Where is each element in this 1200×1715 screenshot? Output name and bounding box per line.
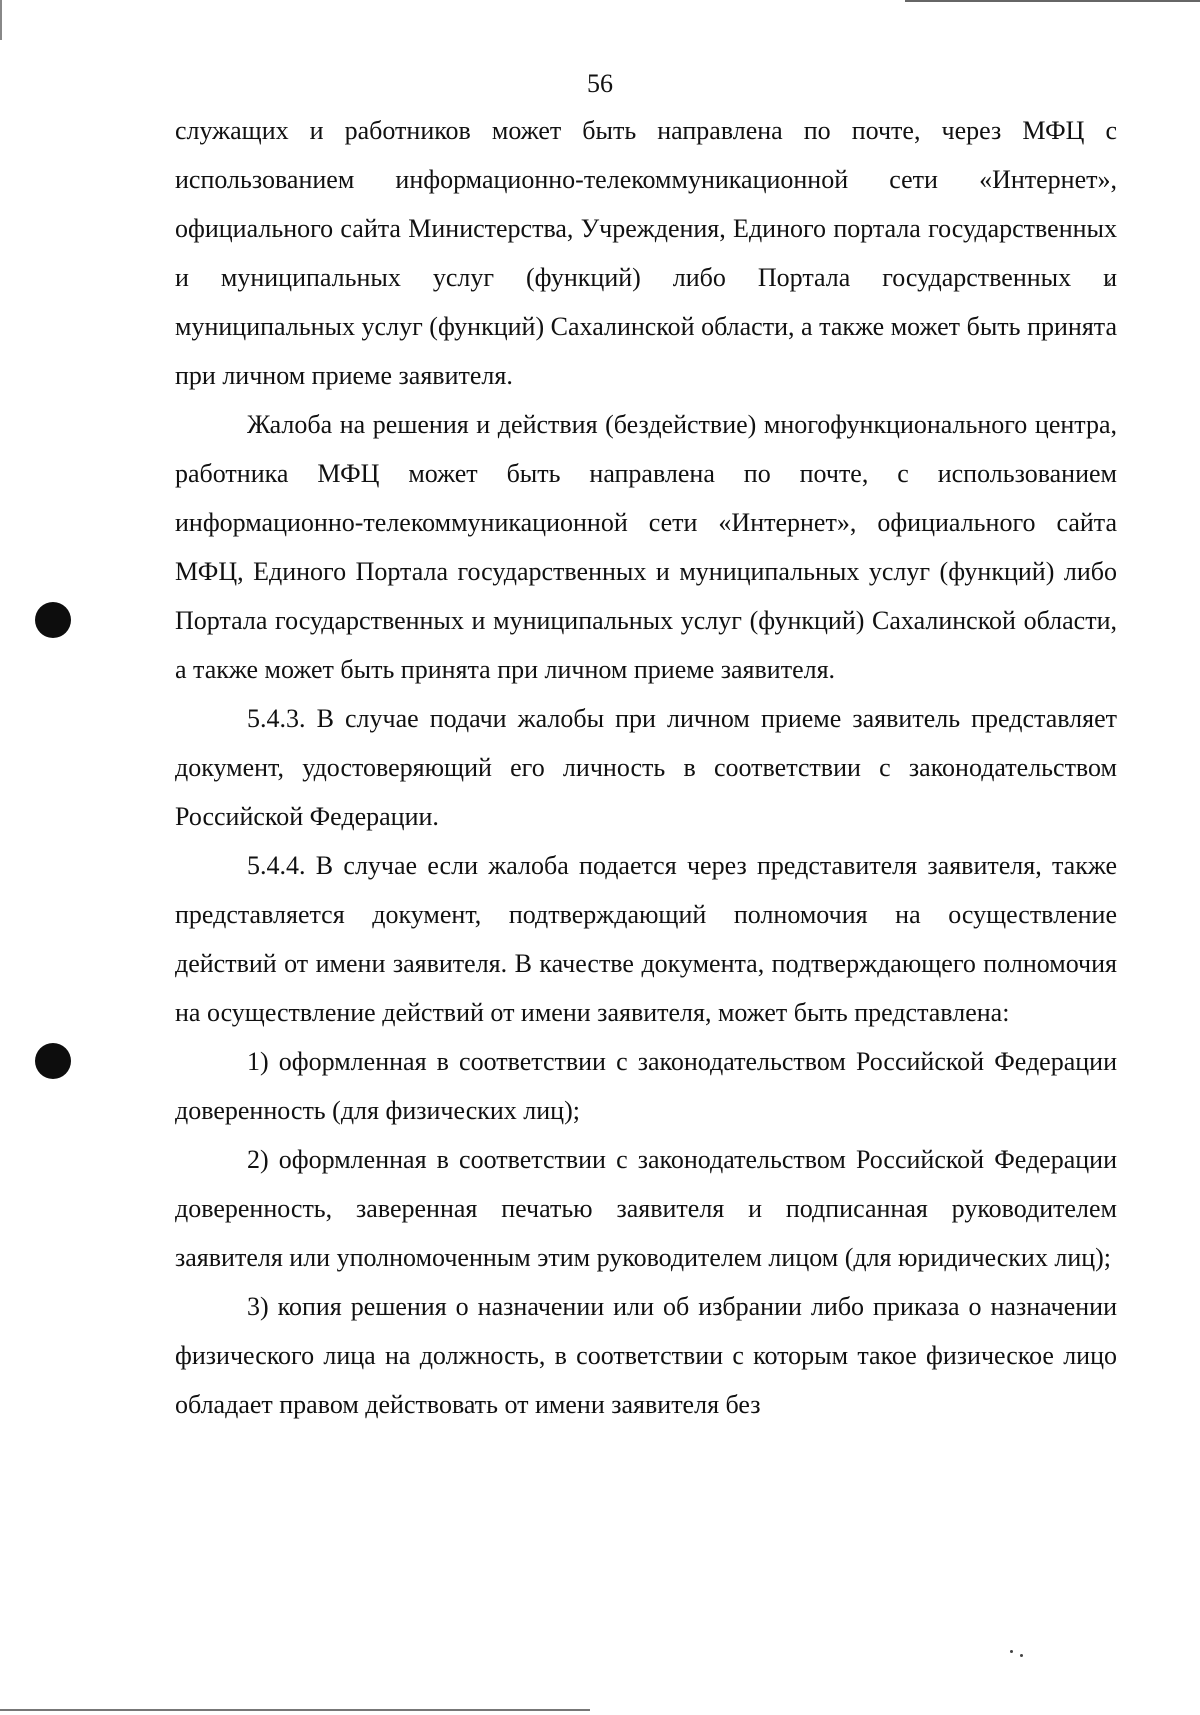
scan-speck [1020,1654,1023,1657]
paragraph-5-4-3: 5.4.3. В случае подачи жалобы при личном приеме заявитель представляет документ, удостоверяющий его личность в соответствии с законодательством Российской Федерации. [175,704,1117,831]
scan-edge-left [0,0,2,40]
body-text [175,106,1117,1429]
paragraph-continuation: служащих и работников может быть направлена по почте, через МФЦ с использованием информационно-телекоммуникационной сети «Интернет», официального сайта Министерства, Учреждения, Единого портала государственных и муниципальных услуг (функций) либо Портала государственных и муниципальных услуг (функций) Сахалинской области, а также может быть принята при личном приеме заявителя. [175,116,1117,390]
punch-hole [35,602,71,638]
scan-edge-top [905,0,1200,2]
list-item-1: 1) оформленная в соответствии с законодательством Российской Федерации доверенность (для физических лиц); [175,1047,1117,1125]
list-item-2: 2) оформленная в соответствии с законодательством Российской Федерации доверенность, заверенная печатью заявителя и подписанная руководителем заявителя или уполномоченным этим руководителем лицом (для юридических лиц); [175,1145,1117,1272]
page-number: 56 [587,69,613,98]
scan-edge-bottom [0,1709,590,1711]
paragraph-5-4-4: 5.4.4. В случае если жалоба подается через представителя заявителя, также представляется документ, подтверждающий полномочия на осуществление действий от имени заявителя. В качестве документа, подтверждающего полномочия на осуществление действий от имени заявителя, может быть представлена: [175,851,1117,1027]
paragraph-complaint-mfc: Жалоба на решения и действия (бездействие) многофункционального центра, работника МФЦ может быть направлена по почте, с использованием информационно-телекоммуникационной сети «Интернет», официального сайта МФЦ, Единого Портала государственных и муниципальных услуг (функций) либо Портала государственных и муниципальных услуг (функций) Сахалинской области, а также может быть принята при личном приеме заявителя. [175,410,1117,684]
scan-speck [1010,1650,1013,1653]
punch-hole [35,1043,71,1079]
list-item-3: 3) копия решения о назначении или об избрании либо приказа о назначении физического лица на должность, в соответствии с которым такое физическое лицо обладает правом действовать от имени заявителя без [175,1292,1117,1419]
